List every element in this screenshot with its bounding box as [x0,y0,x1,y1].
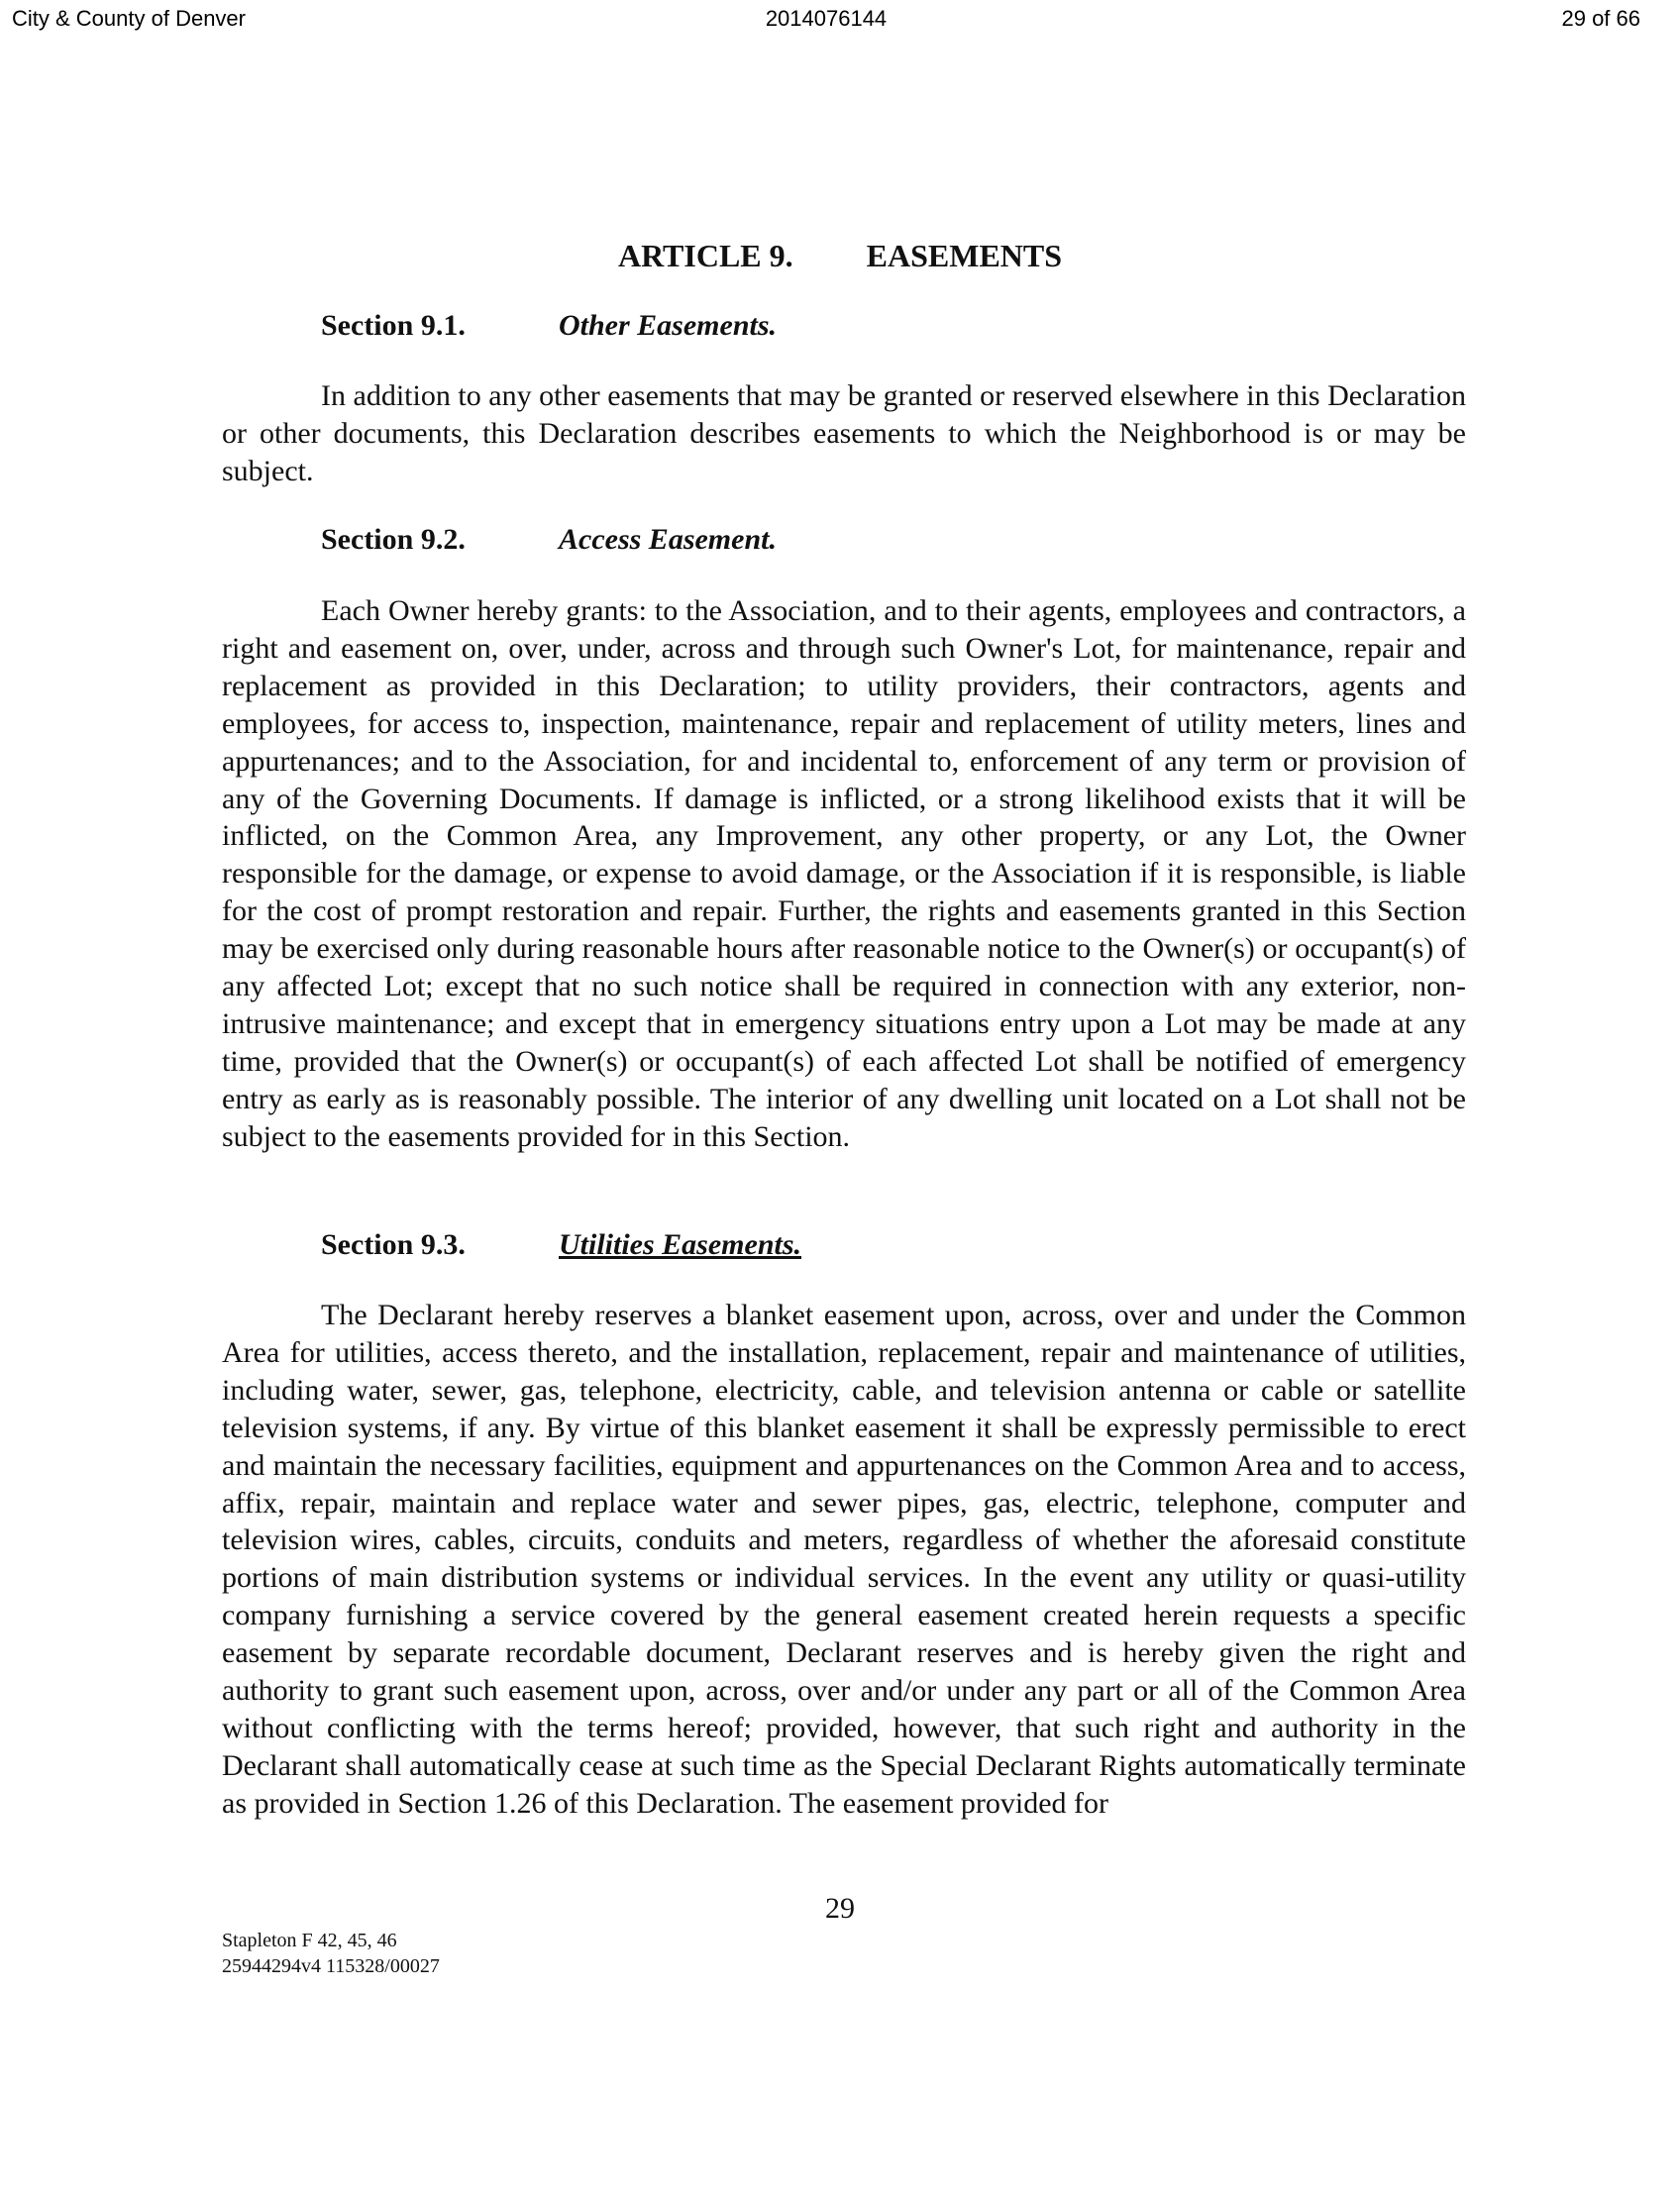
paragraph: Each Owner hereby grants: to the Association, and to their agents, employees and contractors, a right and easement on, over, under, across and through such Owner's Lot, for maintenance, repair and replacement as provided in this Declaration; to utility providers, their contractors, agents and employees, for access to, inspection, maintenance, repair and replacement of utility meters, lines and appurtenances; and to the Association, for and incidental to, enforcement of any term or provision of any of the Governing Documents. If damage is inflicted, or a strong likelihood exists that it will be inflicted, on the Common Area, any Improvement, any other property, or any Lot, the Owner responsible for the damage, or expense to avoid damage, or the Association if it is responsible, is liable for the cost of prompt restoration and repair. Further, the rights and easements granted in this Section may be exercised only during reasonable hours after reasonable notice to the Owner(s) or occupant(s) of any affected Lot; except that no such notice shall be required in connection with any exterior, non-intrusive maintenance; and except that in emergency situations entry upon a Lot may be made at any time, provided that the Owner(s) or occupant(s) of each affected Lot shall be notified of emergency entry as early as is reasonably possible. The interior of any dwelling unit located on a Lot shall not be subject to the easements provided for in this Section. [222,594,1466,1153]
page-number: 29 [825,1892,855,1925]
header-county: City & County of Denver [12,6,246,31]
section-title: Access Easement. [559,523,777,556]
section-heading-9-2 [321,523,777,557]
footer-project: Stapleton F 42, 45, 46 [222,1930,397,1951]
section-number: Section 9.2. [321,523,466,556]
article-title: EASEMENTS [866,238,1063,273]
header-reception-number: 2014076144 [765,6,888,31]
document-footer [222,1928,440,1979]
section-number: Section 9.3. [321,1228,466,1261]
section-heading-9-1 [321,309,778,343]
section-body-9-3 [222,1297,1466,1823]
section-title: Utilities Easements. [559,1228,802,1261]
section-title: Other Easements. [559,309,778,342]
section-body-9-2 [222,592,1466,1156]
article-number: ARTICLE 9. [617,238,793,273]
footer-doc-id: 25944294v4 115328/00027 [222,1955,440,1977]
paragraph: The Declarant hereby reserves a blanket easement upon, across, over and under the Common Area for utilities, access thereto, and the installation, replacement, repair and maintenance of utilities, including water, sewer, gas, telephone, electricity, cable, and television antenna or cable or satellite television systems, if any. By virtue of this blanket easement it shall be expressly permissible to erect and maintain the necessary facilities, equipment and appurtenances on the Common Area and to access, affix, repair, maintain and replace water and sewer pipes, gas, electric, telephone, computer and television wires, cables, circuits, conduits and meters, regardless of whether the aforesaid constitute portions of main distribution systems or individual services. In the event any utility or quasi-utility company furnishing a service covered by the general easement created herein requests a specific easement by separate recordable document, Declarant reserves and is hereby given the right and authority to grant such easement upon, across, over and/or under any part or all of the Common Area without conflicting with the terms hereof; provided, however, that such right and authority in the Declarant shall automatically cease at such time as the Special Declarant Rights automatically terminate as provided in Section 1.26 of this Declaration. The easement provided for [222,1299,1466,1820]
header-page-count: 29 of 66 [1561,6,1640,31]
section-heading-9-3 [321,1228,802,1262]
article-heading [0,238,1680,274]
section-body-9-1 [222,377,1466,490]
section-number: Section 9.1. [321,309,466,342]
page-header [12,6,1640,36]
paragraph: In addition to any other easements that may be granted or reserved elsewhere in this Declaration or other documents, this Declaration describes easements to which the Neighborhood is or may be subject. [222,379,1466,487]
